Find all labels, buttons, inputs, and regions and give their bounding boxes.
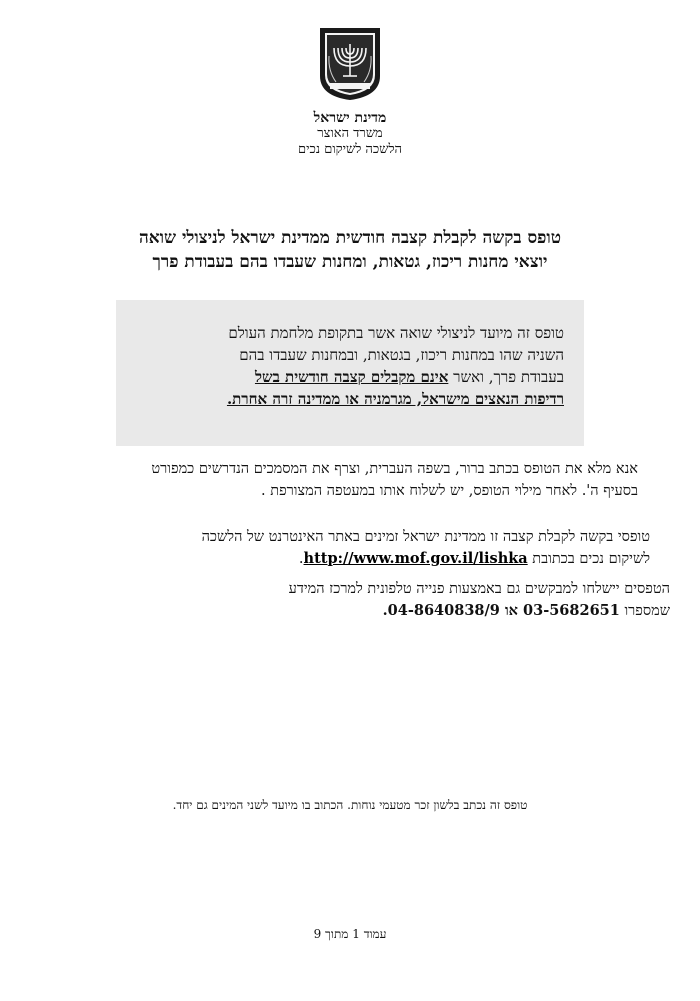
page-number: עמוד 1 מתוך 9 — [313, 927, 387, 941]
notice-line3-plain: בעבודת פרך, ואשר — [448, 368, 564, 386]
website-link[interactable]: http://www.mof.gov.il/lishka — [303, 550, 528, 567]
bureau-name: הלשכה לשיקום נכים — [297, 142, 403, 157]
state-name: מדינת ישראל — [313, 110, 387, 126]
notice-line3-emphasis: אינם מקבלים קצבה חודשית בשל — [254, 368, 449, 386]
fill-instructions — [98, 458, 638, 502]
form-title-line2: יוצאי מחנות ריכוז, גטאות, ומחנות שעבדו בהם בעבודת פרך — [152, 252, 548, 272]
notice-line3 — [136, 366, 564, 388]
phone-number-2: 04-8640838/9 — [387, 602, 500, 619]
notice-line1: טופס זה מיועד לניצולי שואה אשר בתקופת מלחמת העולם — [228, 324, 564, 342]
phone-suffix: . — [382, 602, 388, 619]
forms-line2-plain: לשיקום נכים בכתובת — [527, 551, 650, 567]
forms-availability — [150, 526, 650, 570]
phone-line1: הטפסים יישלחו למבקשים גם באמצעות פנייה טלפונית למרכז המידע — [288, 581, 670, 597]
ministry-name: משרד האוצר — [317, 126, 383, 141]
notice-line4: רדיפות הנאצים מישראל, מגרמניה או ממדינה זרה אחרת. — [226, 390, 564, 408]
phone-number-1: 03-5682651 — [523, 602, 620, 619]
state-emblem-icon — [316, 26, 384, 102]
instruction-line1: אנא מלא את הטופס בכתב ברור, בשפה העברית, וצרף את המסמכים הנדרשים כמפורט — [151, 461, 638, 477]
gender-footnote: טופס זה נכתב בלשון זכר מטעמי נוחות. הכתוב בו מיועד לשני המינים גם יחד. — [172, 798, 528, 812]
forms-line2 — [150, 548, 650, 570]
forms-url-suffix: . — [298, 551, 304, 567]
ministry-header — [0, 110, 700, 158]
phone-line2-plain: שמספרו — [619, 603, 670, 619]
instruction-line2: בסעיף ה'. לאחר מילוי הטופס, יש לשלוח אותו במעטפה המצורפת . — [261, 483, 638, 499]
phone-or-word: או — [499, 602, 524, 619]
notice-line2: השניה שהו במחנות ריכוז, בגטאות, ובמחנות שעבדו בהם — [239, 346, 564, 364]
phone-line2 — [150, 600, 670, 622]
phone-info — [150, 578, 670, 622]
form-title — [80, 226, 620, 274]
form-title-line1: טופס בקשה לקבלת קצבה חודשית ממדינת ישראל לניצולי שואה — [138, 228, 562, 248]
notice-box-text — [136, 322, 564, 410]
forms-line1: טופסי בקשה לקבלת קצבה זו ממדינת ישראל זמינים באתר האינטרנט של הלשכה — [201, 529, 650, 545]
